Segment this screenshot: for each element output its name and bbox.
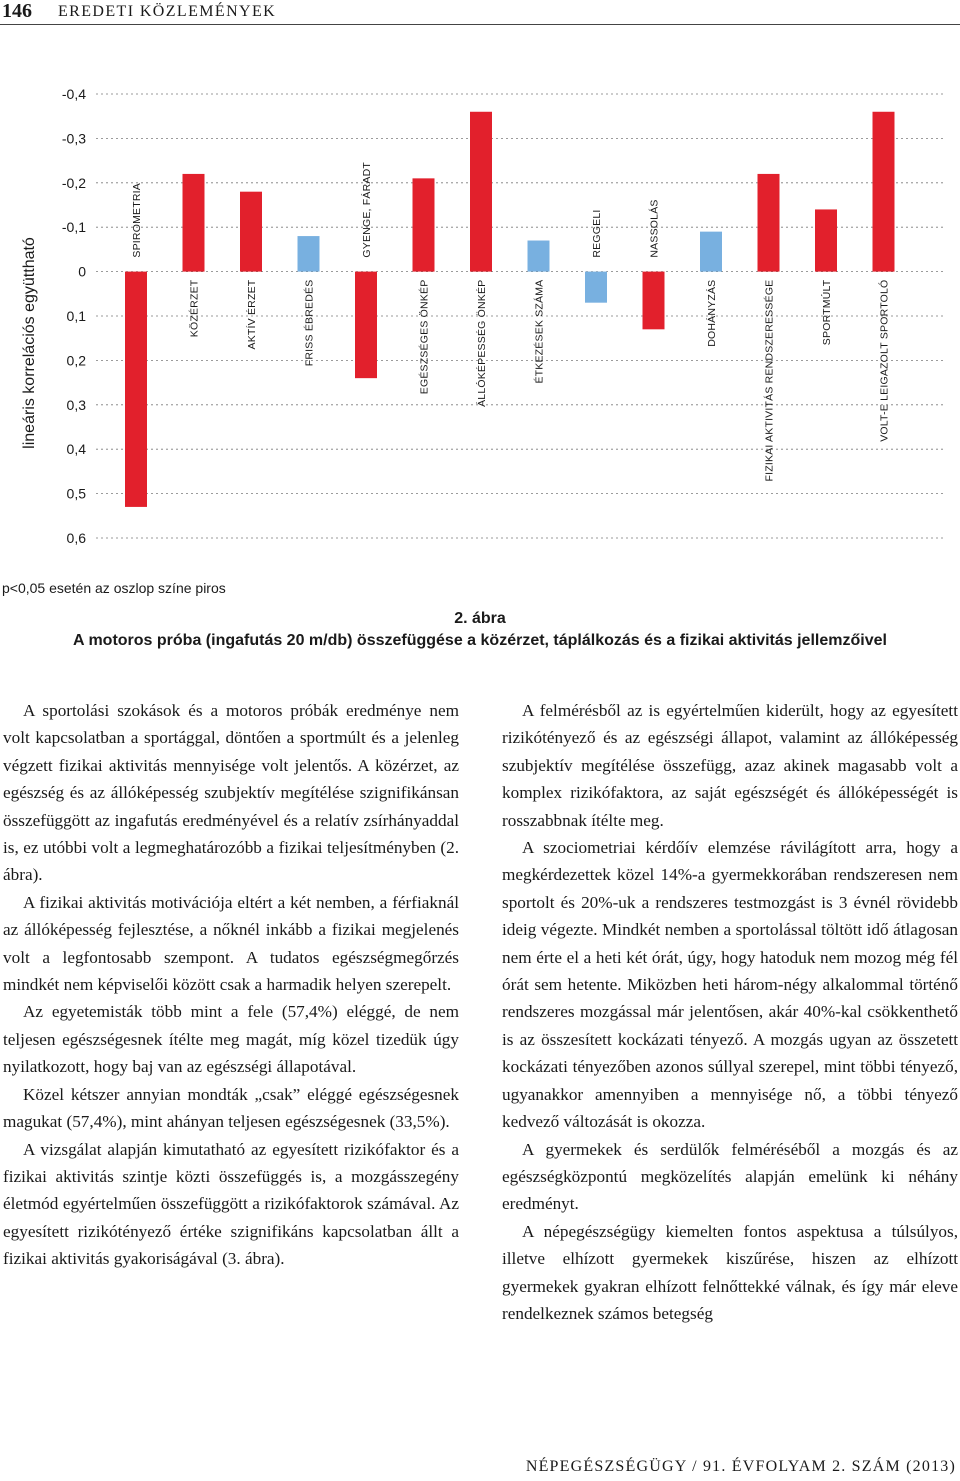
y-tick-label: 0,1 bbox=[66, 308, 86, 324]
paragraph: A sportolási szokások és a motoros próbák eredménye nem volt kapcsolatban a sportággal, döntően a sportmúlt és a jelenleg végzett fizikai aktivitás mennyisége volt jelentős. A közérzet, az egészség és az állóképesség szubjektív megítélése szignifikánsan összefüggött az ingafutás eredményével és a relatív zsírhányaddal is, ez utóbbi volt a legmeghatározóbb a fizikai teljesítményben (2. ábra). bbox=[3, 701, 459, 885]
journal-footer: NÉPEGÉSZSÉGÜGY / 91. ÉVFOLYAM 2. SZÁM (2013) bbox=[525, 1458, 956, 1475]
bar-label: SPORTMÚLT bbox=[821, 279, 833, 346]
paragraph: A felmérésből az is egyértelműen kiderült, hogy az egyesített rizikótényező és az egészségi állapot, valamint az állóképesség szubjektív megítélése összefügg, azaz akinek magasabb volt a komplex rizikófaktora, az saját egészségét és állóképességét is rosszabbnak ítélte meg. bbox=[502, 701, 958, 830]
figure-note: p<0,05 esetén az oszlop színe piros bbox=[2, 580, 226, 596]
correlation-bar-chart bbox=[0, 60, 960, 570]
bar bbox=[528, 241, 550, 272]
bar bbox=[758, 174, 780, 272]
bar bbox=[240, 192, 262, 272]
y-tick-label: 0,5 bbox=[66, 485, 86, 502]
y-tick-label: -0,1 bbox=[61, 219, 86, 236]
paragraph: Közel kétszer annyian mondták „csak” eléggé egészségesnek magukat (57,4%), mint ahányan teljesen egészségesnek (33,5%). bbox=[3, 1084, 459, 1132]
bar bbox=[470, 112, 492, 272]
bar bbox=[298, 236, 320, 272]
paragraph: A szociometriai kérdőív elemzése rávilágított arra, hogy a megkérdezettek közel 14%-a gyermekkorában rendszeresen nem sportolt és 20%-uk a rendszeres testmozgást is 3 évnél rövidebb ideig végezte. Mindkét nemben a sportolással töltött idő átlagosan nem érte el a heti két órát, úgy, hogy hatoduk nem mozog még fél órát sem hetente. Miközben heti három-négy alkalommal történő rendszeres mozgással már jelentősen, akár 40%-kal csökkenthető is az összesített kockázati tényező. A mozgás ugyan az összetett kockázati tényezőben azonos súllyal szerepel, mint többi tényező, ugyanakkor amennyiben a mennyisége nő, a többi tényező kedvező változását is okozza. bbox=[502, 838, 958, 1132]
bar-label: FRISS ÉBREDÉS bbox=[303, 279, 316, 367]
section-title: EREDETI KÖZLEMÉNYEK bbox=[58, 3, 277, 20]
y-tick-label: 0,3 bbox=[66, 396, 86, 413]
paragraph: A fizikai aktivitás motivációja eltért a két nemben, a férfiaknál az állóképesség fejlesztése, a nőknél inkább a fizikai megjelenés volt a legfontosabb szempont. A tudatos egészségmegőrzés mindkét nem képviselői között csak a harmadik helyen szerepelt. bbox=[3, 892, 459, 995]
text-column-right bbox=[502, 697, 958, 1327]
bar-label: REGGELI bbox=[591, 209, 603, 258]
figure-title: A motoros próba (ingafutás 20 m/db) összefüggése a közérzet, táplálkozás és a fizikai aktivitás jellemzőivel bbox=[73, 632, 887, 649]
bar-label: SPIROMETRIA bbox=[131, 183, 143, 258]
y-tick-label: -0,2 bbox=[61, 174, 86, 191]
bar-label: GYENGE, FÁRADT bbox=[361, 162, 373, 258]
paragraph: A népegészségügy kiemelten fontos aspektusa a túlsúlyos, illetve elhízott gyermekek kiszűrése, hiszen az elhízott gyermekek gyakran elhízott felnőttekké válnak, és így már eleve rendelkeznek számos betegség bbox=[502, 1221, 958, 1323]
y-tick-label: 0,6 bbox=[66, 530, 86, 546]
bar bbox=[183, 174, 205, 272]
bar bbox=[125, 272, 147, 507]
y-tick-label: 0 bbox=[78, 263, 86, 280]
bar-label: NASSOLÁS bbox=[648, 199, 661, 258]
text-column-left bbox=[3, 697, 459, 1273]
bar bbox=[413, 178, 435, 271]
bar bbox=[700, 232, 722, 272]
paragraph: A vizsgálat alapján kimutatható az egyesített rizikófaktor és a fizikai aktivitás szintje közti összefüggés is, a mozgásszegény életmód egyértelműen összefüggött a rizikófaktorok számával. Az egyesített rizikótényező értéke szignifikáns kapcsolatban állt a fizikai aktivitás gyakoriságával (3. ábra). bbox=[3, 1139, 459, 1269]
paragraph: Az egyetemisták több mint a fele (57,4%) eléggé, de nem teljesen egészségesnek ítélte meg magát, míg közel tizedük úgy nyilatkozott, hogy baj van az egészségi állapotával. bbox=[3, 1002, 459, 1077]
bar bbox=[355, 272, 377, 379]
bar-label: ÉTKEZÉSEK SZÁMA bbox=[533, 279, 546, 384]
bar-label: EGÉSZSÉGES ÖNKÉP bbox=[418, 279, 431, 395]
y-tick-label: 0,2 bbox=[66, 352, 86, 369]
bar bbox=[643, 272, 665, 330]
y-tick-label: -0,3 bbox=[61, 130, 86, 147]
page-number: 146 bbox=[2, 0, 32, 22]
y-tick-label: 0,4 bbox=[66, 441, 86, 458]
bar-label: ÁLLÓKÉPESSÉG ÖNKÉP bbox=[476, 279, 488, 407]
y-tick-label: -0,4 bbox=[61, 86, 86, 102]
bar bbox=[873, 112, 895, 272]
bar bbox=[585, 272, 607, 303]
y-axis-title: lineáris korrelációs együttható bbox=[21, 237, 38, 449]
bar bbox=[815, 209, 837, 271]
bar-label: VOLT-E LEIGAZOLT SPORTOLÓ bbox=[878, 279, 891, 442]
bar-label: AKTÍV ÉRZET bbox=[246, 279, 258, 350]
bar-label: DOHÁNYZÁS bbox=[706, 279, 718, 347]
bar-label: KÖZÉRZET bbox=[188, 279, 201, 338]
figure-number: 2. ábra bbox=[454, 610, 506, 627]
paragraph: A gyermekek és serdülők felméréséből a mozgás és az egészségközpontú megközelítés alapján emelünk ki néhány eredményt. bbox=[502, 1139, 958, 1214]
header-rule bbox=[0, 24, 960, 25]
page-header bbox=[0, 0, 960, 26]
bar-label: FIZIKAI AKTIVITÁS RENDSZERESSÉGE bbox=[763, 279, 776, 482]
